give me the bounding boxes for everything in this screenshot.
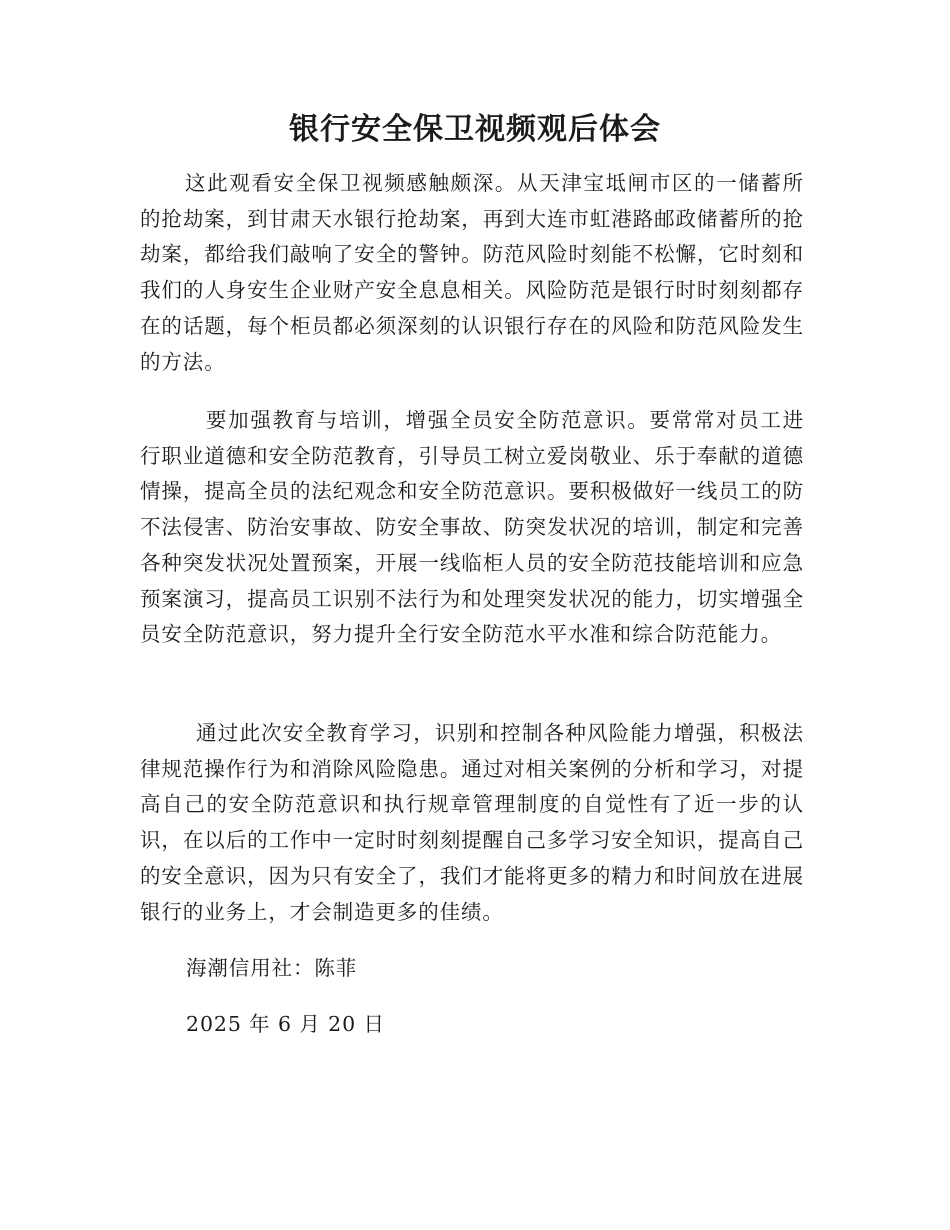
document-title: 银行安全保卫视频观后体会 bbox=[289, 112, 661, 147]
date-line: 2025 年 6 月 20 日 bbox=[186, 1012, 385, 1036]
body-paragraph-2: 要加强教育与培训，增强全员安全防范意识。要常常对员工进行职业道德和安全防范教育，引导员工树立爱岗敬业、乐于奉献的道德情操，提高全员的法纪观念和安全防范意识。要积极做好一线员工的防不法侵害、防治安事故、防安全事故、防突发状况的培训，制定和完善各种突发状况处置预案，开展一线临柜人员的安全防范技能培训和应急预案演习，提高员工识别不法行为和处理突发状况的能力，切实增强全员安全防范意识，努力提升全行安全防范水平水准和综合防范能力。 bbox=[140, 408, 804, 647]
body-paragraph-3: 通过此次安全教育学习，识别和控制各种风险能力增强，积极法律规范操作行为和消除风险隐患。通过对相关案例的分析和学习，对提高自己的安全防范意识和执行规章管理制度的自觉性有了近一步的认识，在以后的工作中一定时时刻刻提醒自己多学习安全知识，提高自己的安全意识，因为只有安全了，我们才能将更多的精力和时间放在进展银行的业务上，才会制造更多的佳绩。 bbox=[140, 721, 804, 924]
signature-line: 海潮信用社：陈菲 bbox=[186, 956, 358, 980]
body-paragraph-1: 这此观看安全保卫视频感触颇深。从天津宝坻闸市区的一储蓄所的抢劫案，到甘肃天水银行抢劫案，再到大连市虹港路邮政储蓄所的抢劫案，都给我们敲响了安全的警钟。防范风险时刻能不松懈，它时刻和我们的人身安生企业财产安全息息相关。风险防范是银行时时刻刻都存在的话题，每个柜员都必须深刻的认识银行存在的风险和防范风险发生的方法。 bbox=[140, 171, 804, 374]
